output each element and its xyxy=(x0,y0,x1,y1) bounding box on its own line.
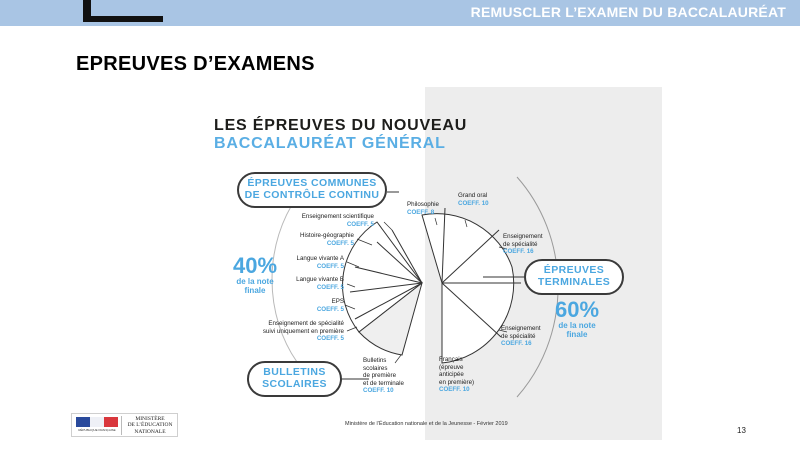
ministry-logo xyxy=(71,413,178,437)
bulletins-line-3: de première xyxy=(363,372,397,380)
percent-caption-line-1: de la note xyxy=(236,277,274,286)
subject-coeff: COEFF. 5 xyxy=(326,239,354,247)
controle-continu-pill xyxy=(237,172,387,208)
subject-coeff: COEFF. 16 xyxy=(501,340,532,348)
subject-specialite-premiere xyxy=(227,320,344,343)
percent-caption-line-2: finale xyxy=(244,286,266,295)
terminales-percentage xyxy=(547,299,607,339)
bulletins-line-2: scolaires xyxy=(363,364,388,372)
bulletins-line-4: et de terminale xyxy=(363,379,404,387)
infographic-title-line-1: LES ÉPREUVES DU NOUVEAU xyxy=(214,117,468,134)
bulletins-pill xyxy=(247,361,342,397)
subject-name-line-1: Enseignement xyxy=(503,233,543,240)
percent-caption-line-2: finale xyxy=(566,330,588,339)
subject-coeff: COEFF. 10 xyxy=(458,199,489,207)
subject-langue-vivante-a xyxy=(237,255,344,270)
flag-caption: RÉPUBLIQUE FRANÇAISE xyxy=(78,428,116,432)
ministry-line-1: MINISTÈRE xyxy=(135,416,165,422)
bulletins-label-line-2: SCOLAIRES xyxy=(262,377,327,390)
subject-name: EPS xyxy=(331,298,344,305)
subject-coeff: COEFF. 16 xyxy=(503,248,534,256)
francais-line-2: (épreuve xyxy=(439,363,464,371)
slide-title: EPREUVES D’EXAMENS xyxy=(76,53,315,75)
subject-name-line-2: de spécialité xyxy=(501,332,536,340)
logo-divider xyxy=(121,416,122,435)
percent-caption-line-1: de la note xyxy=(558,321,596,330)
subject-enseignement-scientifique xyxy=(267,213,374,228)
right-fan-sector xyxy=(422,214,514,363)
subject-name-line-2: suivi uniquement en première xyxy=(262,327,344,335)
subject-coeff: COEFF. 5 xyxy=(346,220,374,228)
subject-name: Philosophie xyxy=(407,201,439,208)
controle-continu-label-line-2: DE CONTRÔLE CONTINU xyxy=(244,188,380,201)
bulletins-line-1: Bulletins xyxy=(363,357,387,364)
francais-line-1: Français xyxy=(439,356,463,363)
ministry-line-2: DE L’ÉDUCATION xyxy=(127,422,173,429)
subject-name: Grand oral xyxy=(458,192,488,199)
subject-coeff: COEFF. 5 xyxy=(316,335,344,343)
subject-grand-oral xyxy=(458,192,489,207)
subject-langue-vivante-b xyxy=(237,276,344,291)
subject-coeff: COEFF. 5 xyxy=(316,283,344,291)
source-caption: Ministère de l’Éducation nationale et de la Jeunesse - Février 2019 xyxy=(345,421,508,427)
subject-coeff: COEFF. 10 xyxy=(363,387,394,395)
bulletins-label-line-1: BULLETINS xyxy=(263,366,326,378)
infographic xyxy=(187,87,662,440)
subject-name: Langue vivante A xyxy=(296,255,344,262)
subject-coeff: COEFF. 5 xyxy=(316,262,344,270)
infographic-title-line-2: BACCALAURÉAT GÉNÉRAL xyxy=(214,135,446,152)
controle-continu-label-line-1: ÉPREUVES COMMUNES xyxy=(247,177,377,189)
republique-francaise-flag-icon xyxy=(76,417,118,433)
subject-bulletins xyxy=(363,357,404,395)
subject-name-line-2: de spécialité xyxy=(503,240,538,248)
subject-coeff: COEFF. 10 xyxy=(439,386,470,394)
percent-value-40: 40% xyxy=(232,253,278,278)
ministry-line-3: NATIONALE xyxy=(134,428,166,435)
francais-line-3: anticipée xyxy=(439,371,464,379)
corner-bracket-decoration xyxy=(83,0,163,22)
percent-value-60: 60% xyxy=(554,297,600,322)
subject-histoire-geographie xyxy=(247,232,354,247)
subject-eps xyxy=(237,298,344,313)
subject-specialite-2 xyxy=(501,325,541,348)
subject-name: Histoire-géographie xyxy=(300,232,354,239)
subject-philosophie xyxy=(407,201,439,216)
subject-name-line-1: Enseignement de spécialité xyxy=(268,320,344,327)
section-title: REMUSCLER L’EXAMEN DU BACCALAURÉAT xyxy=(470,4,786,20)
subject-coeff: COEFF. 5 xyxy=(316,305,344,313)
page-number: 13 xyxy=(737,426,746,435)
subject-francais xyxy=(439,356,474,394)
subject-name-line-1: Enseignement xyxy=(501,325,541,332)
francais-line-4: en première) xyxy=(439,378,475,386)
subject-coeff: COEFF. 8 xyxy=(407,208,435,216)
subject-name: Langue vivante B xyxy=(296,276,344,283)
subject-name: Enseignement scientifique xyxy=(301,213,374,220)
terminales-label-line-2: TERMINALES xyxy=(537,275,611,288)
terminales-pill xyxy=(524,259,624,295)
terminales-label-line-1: ÉPREUVES xyxy=(543,264,605,276)
ministry-name xyxy=(124,416,176,435)
subject-specialite-1 xyxy=(503,233,543,256)
